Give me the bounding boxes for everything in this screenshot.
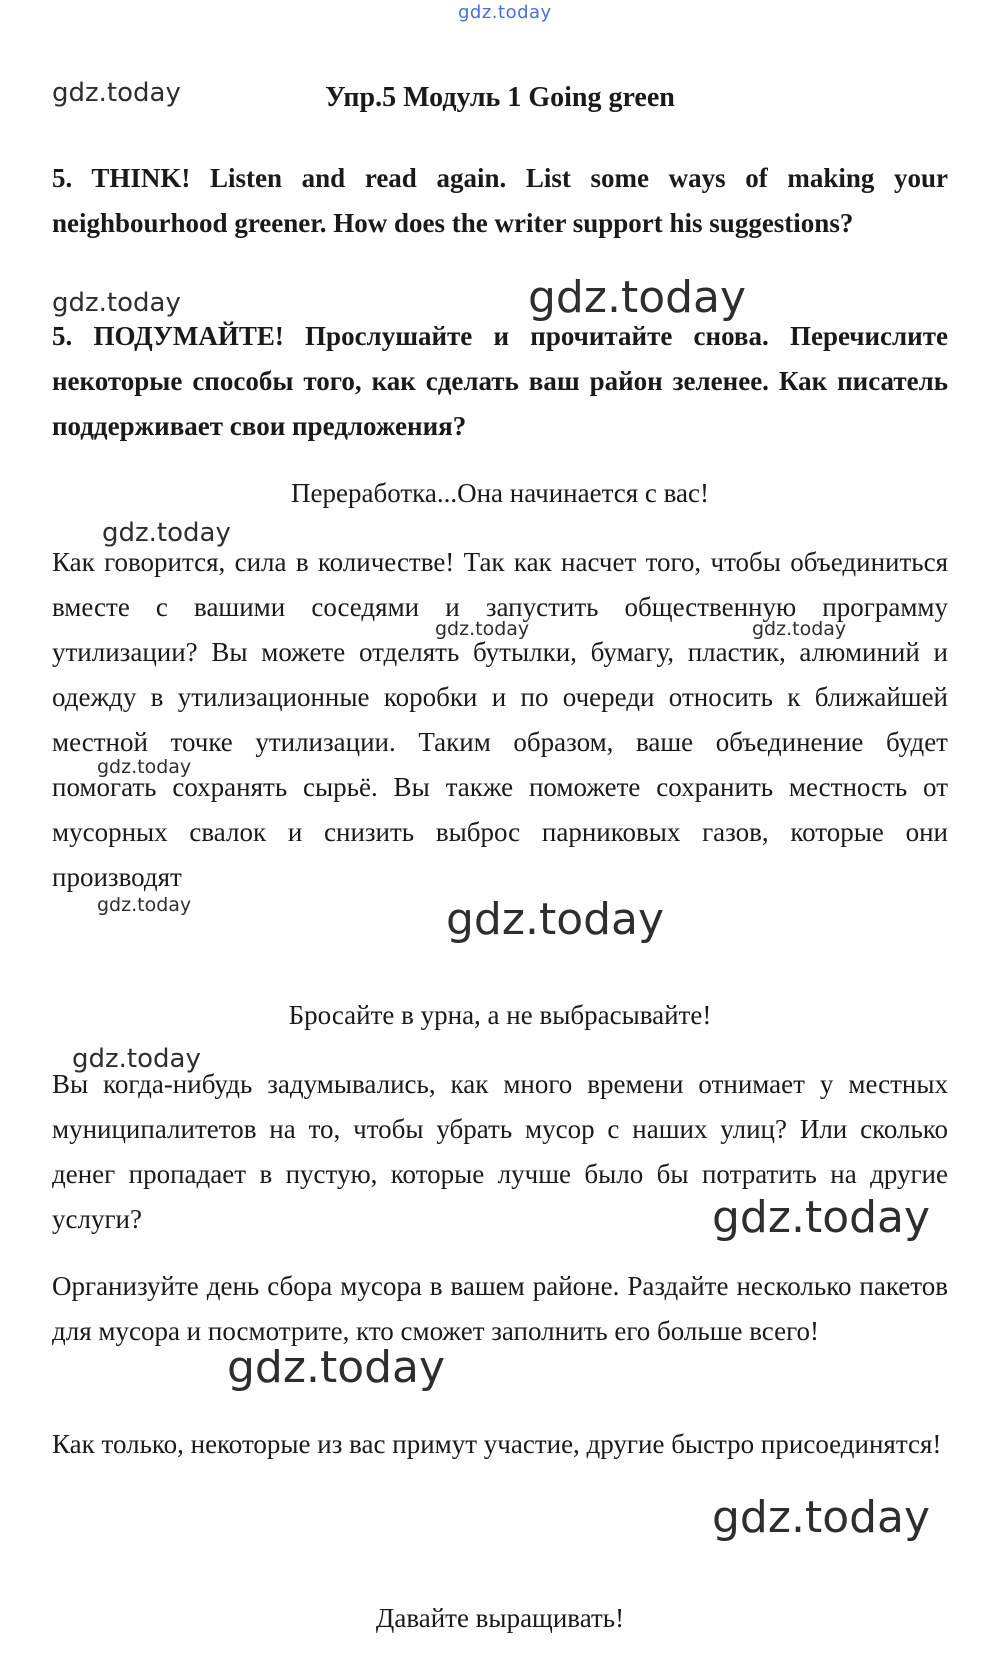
task-english: 5. THINK! Listen and read again. List some ways of making your neighbourhood greener. How does the writer support his suggestions? [52,163,948,238]
page-title: Упр.5 Модуль 1 Going green [325,82,675,113]
watermark: gdz.today [102,518,231,548]
section-heading: Бросайте в урна, а не выбрасывайте! [288,1000,712,1030]
section-heading: Переработка...Она начинается с вас! [291,478,709,508]
section-paragraph: Как только, некоторые из вас примут участие, другие быстро присоединятся! [52,1429,942,1459]
section-paragraph: Вы когда-нибудь задумывались, как много времени отнимает у местных муниципалитетов на то, чтобы убрать мусор с наших улиц? Или сколько денег пропадает в пустую, которые лучше было бы потратить на другие услуги? [52,1069,948,1234]
section-heading: Давайте выращивать! [375,1603,625,1633]
watermark: gdz.today [528,272,747,323]
section-paragraph: Как говорится, сила в количестве! Так как насчет того, чтобы объединиться вместе с вашими соседями и запустить общественную программу утилизации? Вы можете отделять бутылки, бумагу, пластик, алюминий и одежду в утилизационные коробки и по очереди относить к ближайшей местной точке утилизации. Таким образом, ваше объединение будет помогать сохранять сырьё. Вы также поможете сохранить местность от мусорных свалок и снизить выброс парниковых газов, которые они производят [52,547,948,892]
watermark: gdz.today [435,618,530,640]
watermark: gdz.today [712,1492,931,1543]
watermark: gdz.today [72,1044,201,1074]
watermark: gdz.today [227,1342,446,1393]
section-paragraph: Организуйте день сбора мусора в вашем районе. Раздайте несколько пакетов для мусора и посмотрите, кто сможет заполнить его больше всего! [52,1271,948,1346]
watermark: gdz.today [97,894,192,916]
watermark: gdz.today [97,756,192,778]
watermark: gdz.today [712,1192,931,1243]
watermark: gdz.today [446,894,665,945]
task-russian: 5. ПОДУМАЙТЕ! Прослушайте и прочитайте снова. Перечислите некоторые способы того, как сделать ваш район зеленее. Как писатель поддерживает свои предложения? [52,321,948,441]
watermark: gdz.today [752,618,847,640]
watermark: gdz.today [52,288,181,318]
watermark: gdz.today [52,78,181,108]
watermark-top: gdz.today [458,2,552,23]
